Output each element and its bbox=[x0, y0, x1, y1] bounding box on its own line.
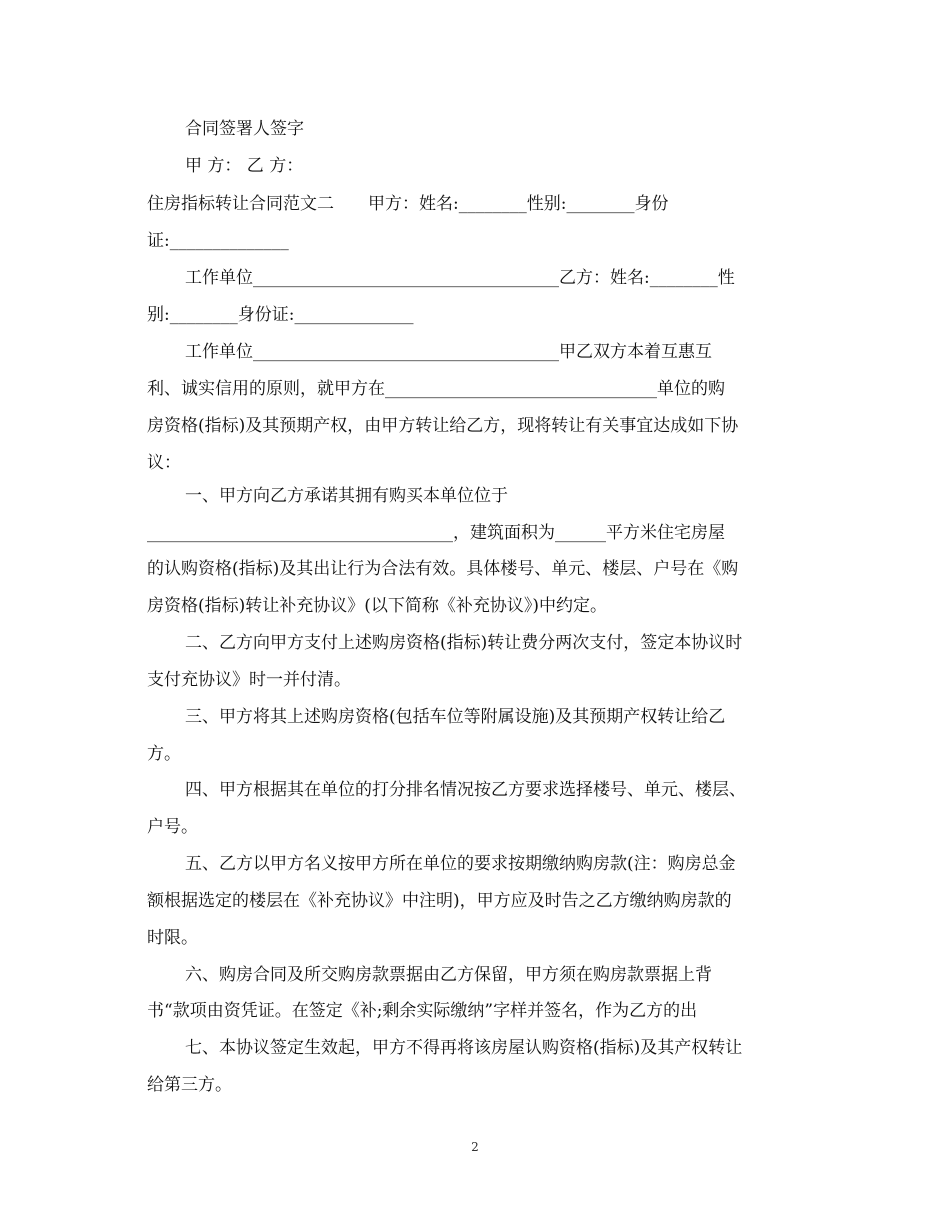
text-line: 别:________身份证:______________ bbox=[147, 305, 414, 325]
text-line: 时限。 bbox=[147, 928, 198, 948]
clause-6: 六、购房合同及所交购房款票据由乙方保留，甲方须在购房款票据上背 bbox=[185, 965, 712, 985]
text-line: 的认购资格(指标)及其出让行为合法有效。具体楼号、单元、楼层、户号在《购 bbox=[147, 559, 739, 579]
clause-4: 四、甲方根据其在单位的打分排名情况按乙方要求选择楼号、单元、楼层、 bbox=[185, 780, 746, 800]
clause-7: 七、本协议签定生效起，甲方不得再将该房屋认购资格(指标)及其产权转让 bbox=[185, 1038, 743, 1058]
text-line: 利、诚实信用的原则，就甲方在________________________________单位的购 bbox=[147, 379, 725, 399]
text-line: 住房指标转让合同范文二 甲方：姓名:________性别:________身份 bbox=[147, 194, 669, 214]
clause-3: 三、甲方将其上述购房资格(包括车位等附属设施)及其预期产权转让给乙 bbox=[185, 707, 726, 727]
text-line: 议： bbox=[147, 453, 181, 473]
clause-1: 一、甲方向乙方承诺其拥有购买本单位位于 bbox=[185, 486, 508, 506]
text-line: 额根据选定的楼层在《补充协议》中注明)，甲方应及时告之乙方缴纳购房款的 bbox=[147, 891, 732, 911]
text-line: 给第三方。 bbox=[147, 1075, 232, 1095]
text-line: 支付充协议》时一并付清。 bbox=[147, 670, 351, 690]
text-line: 户号。 bbox=[147, 817, 198, 837]
text-line: 工作单位____________________________________乙方：姓名:________性 bbox=[185, 268, 735, 288]
text-line: 书“款项由资凭证。在签定《补;剩余实际缴纳”字样并签名，作为乙方的出 bbox=[147, 1001, 698, 1021]
parties-line: 甲 方： 乙 方： bbox=[185, 156, 304, 176]
signatory-heading: 合同签署人签字 bbox=[185, 119, 304, 139]
text-line: 房资格(指标)转让补充协议》(以下简称《补充协议》)中约定。 bbox=[147, 596, 608, 616]
text-line: 工作单位____________________________________甲乙双方本着互惠互 bbox=[185, 342, 712, 362]
text-line: ____________________________________，建筑面积为______平方米住宅房屋 bbox=[147, 523, 725, 543]
text-line: 证:______________ bbox=[147, 231, 289, 251]
clause-5: 五、乙方以甲方名义按甲方所在单位的要求按期缴纳购房款(注：购房总金 bbox=[185, 854, 736, 874]
clause-2: 二、乙方向甲方支付上述购房资格(指标)转让费分两次支付，签定本协议时 bbox=[185, 633, 743, 653]
page-number: 2 bbox=[471, 1140, 479, 1154]
text-line: 房资格(指标)及其预期产权，由甲方转让给乙方，现将转让有关事宜达成如下协 bbox=[147, 416, 739, 436]
text-line: 方。 bbox=[147, 744, 181, 764]
